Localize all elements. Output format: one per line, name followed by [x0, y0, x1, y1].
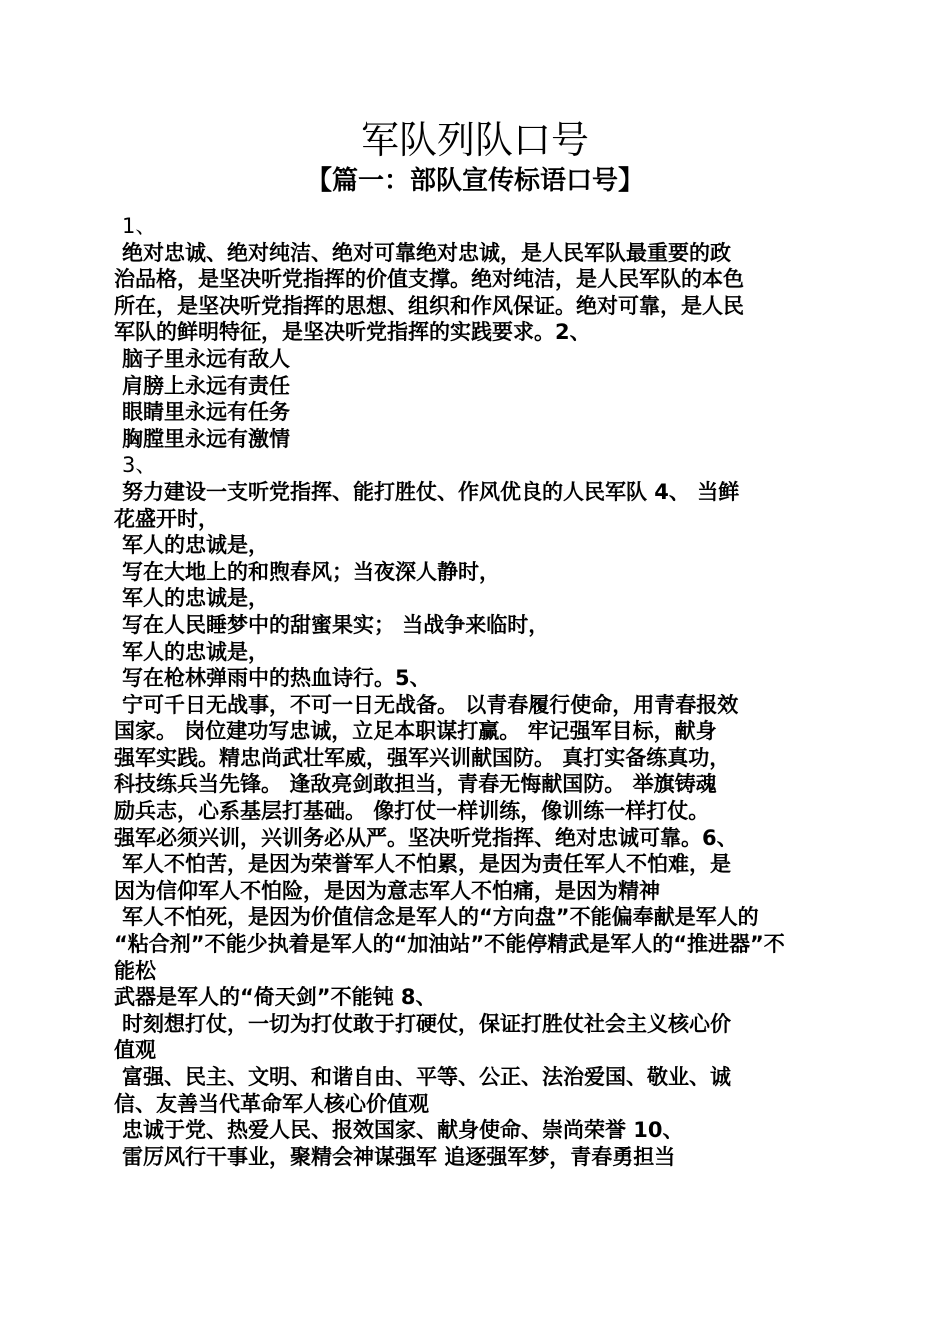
- text-line: 军人不怕死，是因为价值信念是军人的“方向盘”不能偏奉献是军人的: [122, 905, 759, 930]
- text-line: 胸膛里永远有激情: [122, 426, 290, 451]
- text-line: 脑子里永远有敌人: [122, 346, 290, 371]
- text-line: 忠诚于党、热爱人民、报效国家、献身使命、崇尚荣誉 10、: [122, 1118, 684, 1143]
- text-line: 军人的忠诚是，: [122, 533, 269, 558]
- text-line: 国家。 岗位建功写忠诚，立足本职谋打赢。 牢记强军目标，献身: [114, 719, 717, 744]
- text-line: 强军必须兴训，兴训务必从严。坚决听党指挥、绝对忠诚可靠。6、: [114, 825, 738, 850]
- text-line: 写在大地上的和煦春风；当夜深人静时，: [122, 559, 500, 584]
- text-line: 军人的忠诚是，: [122, 586, 269, 611]
- text-line: 励兵志，心系基层打基础。 像打仗一样训练，像训练一样打仗。: [114, 799, 710, 824]
- text-line: 所在，是坚决听党指挥的思想、组织和作风保证。绝对可靠，是人民: [114, 293, 744, 318]
- text-line: 因为信仰军人不怕险，是因为意志军人不怕痛，是因为精神: [114, 878, 660, 903]
- text-line: 军队的鲜明特征，是坚决听党指挥的实践要求。2、: [114, 320, 591, 345]
- text-line: 信、友善当代革命军人核心价值观: [114, 1091, 429, 1116]
- text-line: 写在人民睡梦中的甜蜜果实； 当战争来临时，: [122, 612, 550, 637]
- text-line: 宁可千日无战事，不可一日无战备。 以青春履行使命，用青春报效: [122, 692, 739, 717]
- text-line: 富强、民主、文明、和谐自由、平等、公正、法治爱国、敬业、诚: [122, 1065, 731, 1089]
- text-line: 军人的忠诚是，: [122, 639, 269, 664]
- text-line: 时刻想打仗，一切为打仗敢于打硬仗，保证打胜仗社会主义核心价: [122, 1011, 731, 1036]
- page-subtitle: 【篇一：部队宣传标语口号】: [305, 166, 644, 196]
- text-line: 雷厉风行干事业，聚精会神谋强军 追逐强军梦，青春勇担当: [122, 1144, 676, 1169]
- text-line: 1、: [122, 214, 157, 238]
- text-line: 努力建设一支听党指挥、能打胜仗、作风优良的人民军队 4、 当鲜: [122, 479, 740, 504]
- text-line: 能松: [114, 958, 156, 983]
- text-line: 强军实践。精忠尚武壮军威，强军兴训献国防。 真打实备练真功，: [114, 745, 731, 770]
- text-line: 科技练兵当先锋。 逢敌亮剑敢担当，青春无悔献国防。 举旗铸魂: [114, 772, 717, 797]
- document-body: [114, 213, 840, 1170]
- text-line: 治品格，是坚决听党指挥的价值支撑。绝对纯洁，是人民军队的本色: [114, 267, 744, 292]
- page-title: 军队列队口号: [360, 118, 589, 162]
- text-line: 军人不怕苦，是因为荣誉军人不怕累，是因为责任军人不怕难，是: [122, 852, 731, 877]
- text-line: 绝对忠诚、绝对纯洁、绝对可靠绝对忠诚，是人民军队最重要的政: [122, 240, 731, 265]
- text-line: 值观: [114, 1038, 156, 1063]
- text-line: 眼睛里永远有任务: [122, 400, 290, 425]
- text-line: “粘合剂”不能少执着是军人的“加油站”不能停精武是军人的“推进器”不: [114, 932, 785, 957]
- text-line: 写在枪林弹雨中的热血诗行。5、: [122, 666, 431, 691]
- text-line: 花盛开时，: [114, 506, 219, 531]
- text-line: 肩膀上永远有责任: [122, 373, 290, 398]
- text-line: 3、: [122, 453, 157, 478]
- text-line: 武器是军人的“倚天剑”不能钝 8、: [114, 985, 437, 1010]
